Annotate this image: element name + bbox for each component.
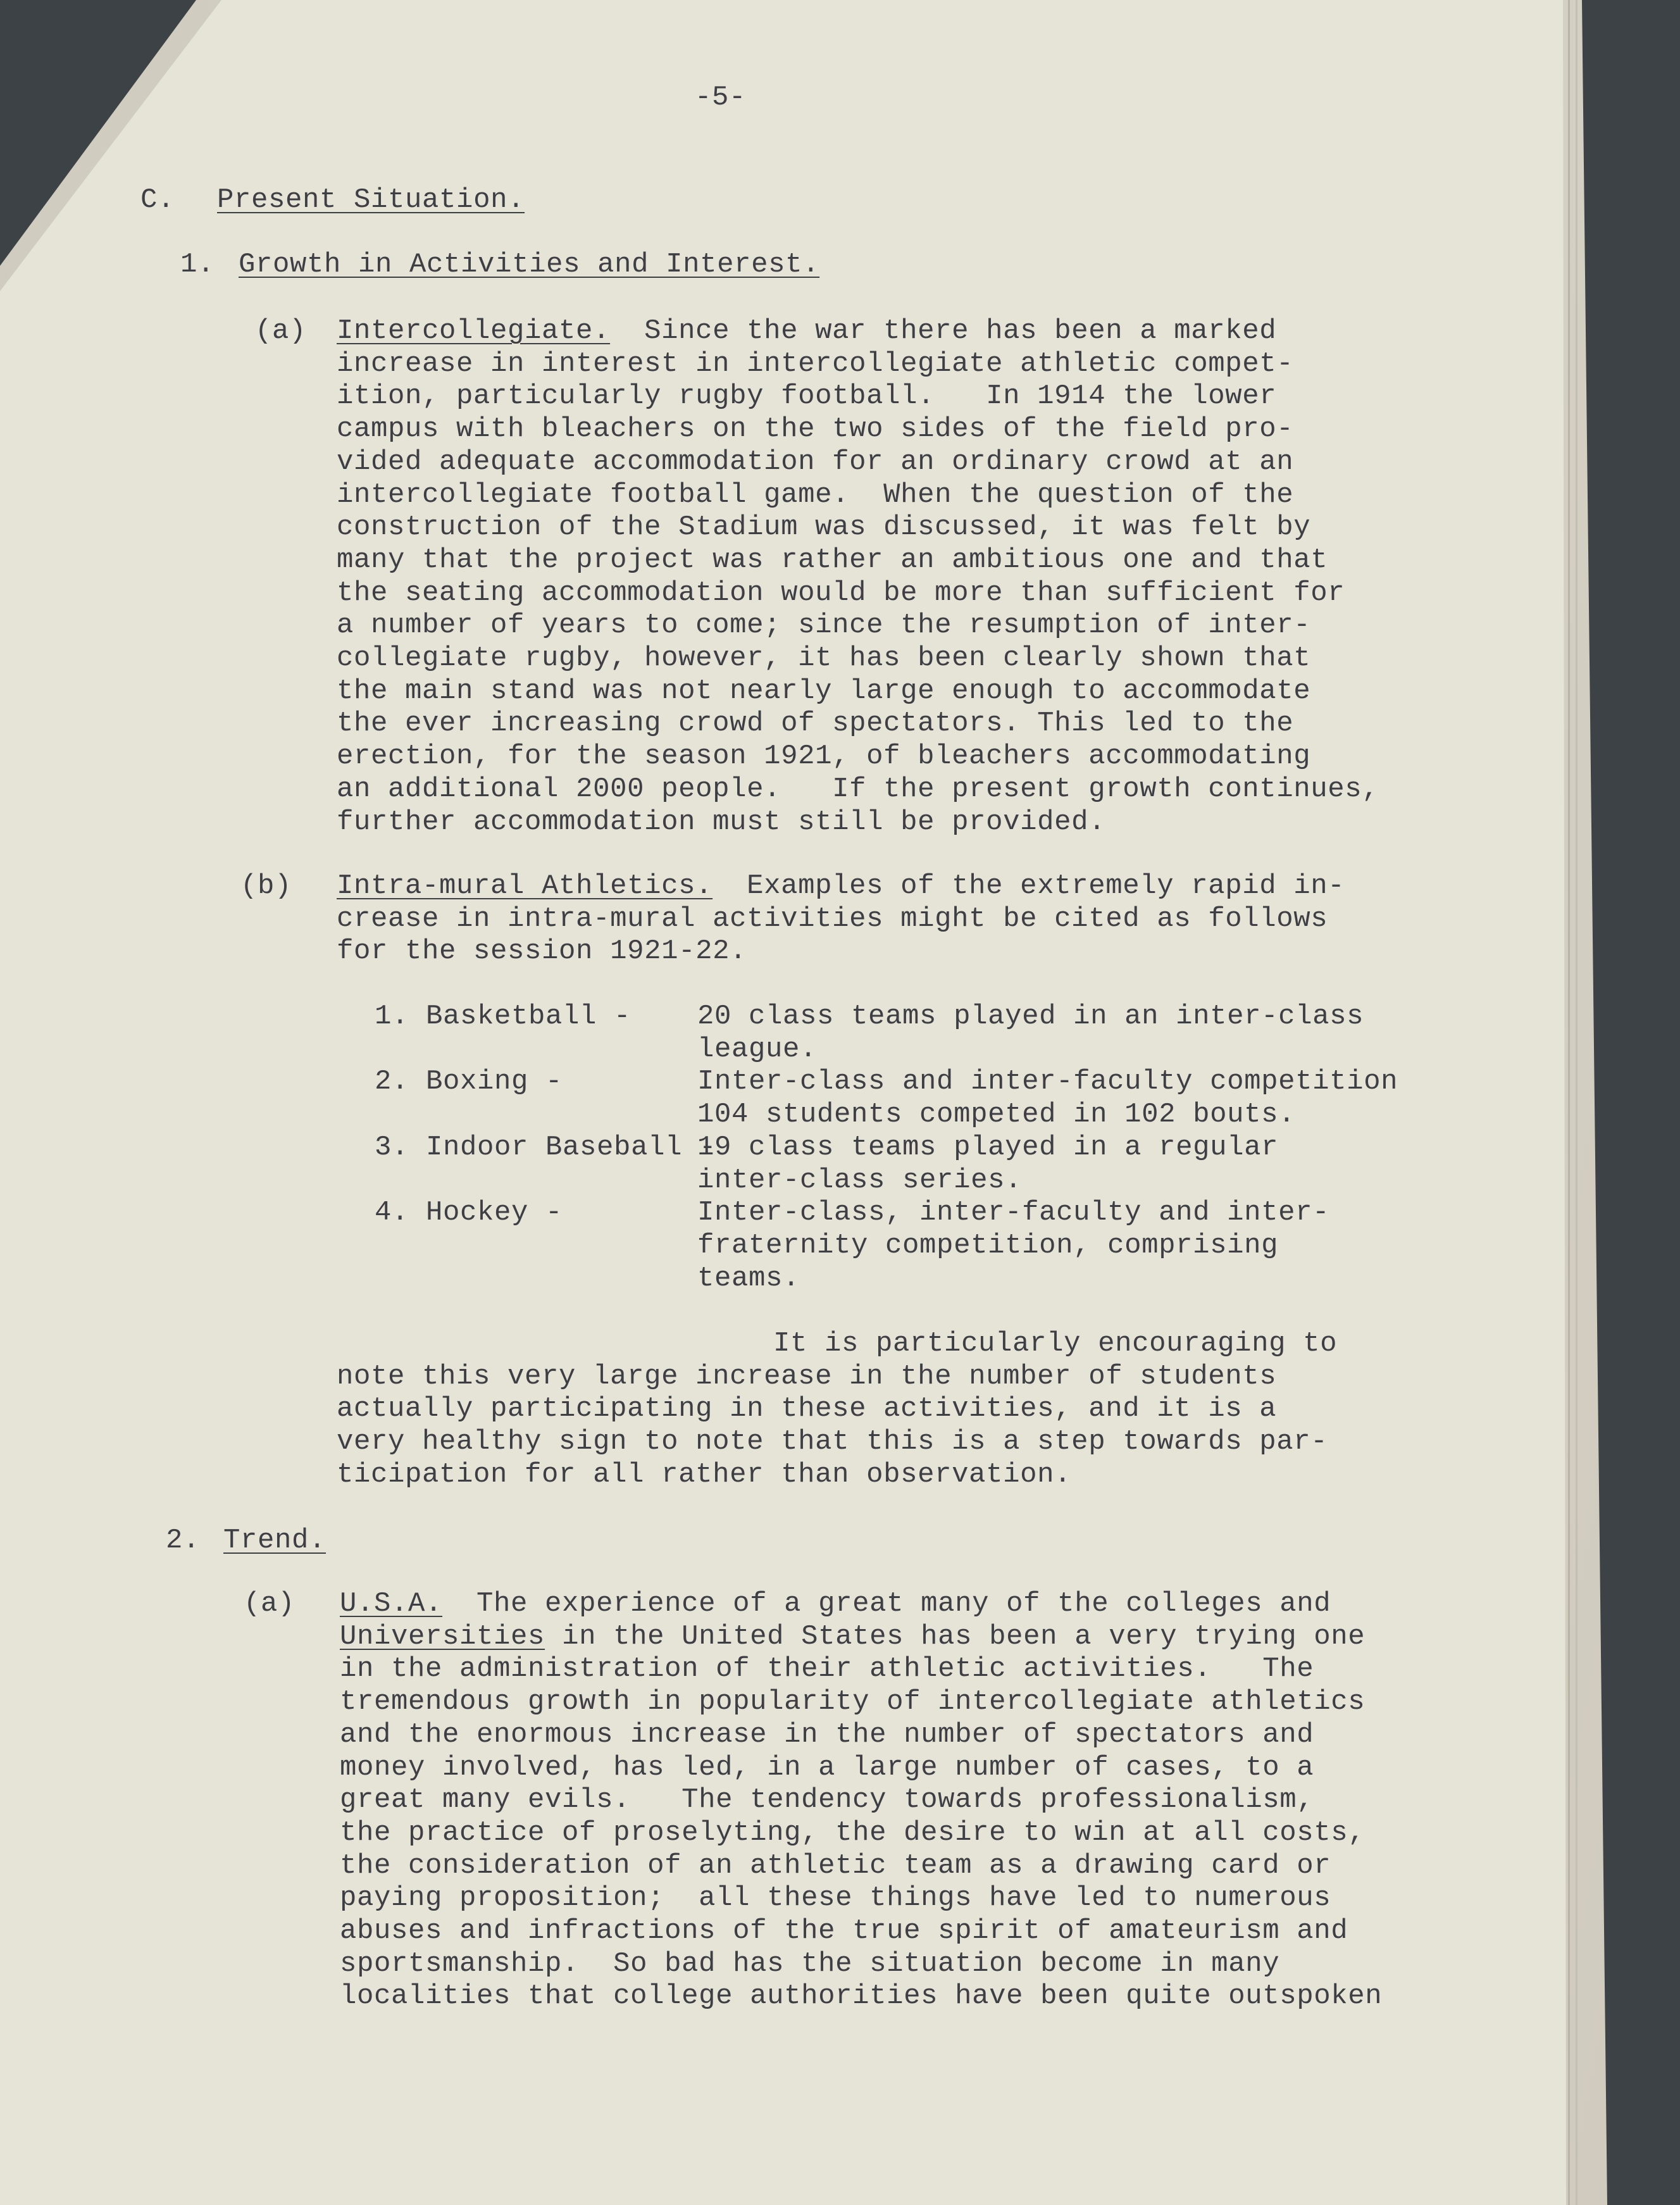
line-text: paying proposition; all these things have led to numerous: [340, 1882, 1331, 1915]
list-item-text: inter-class series.: [697, 1164, 1023, 1196]
text-line: [337, 413, 1293, 446]
list-item-text: league.: [697, 1033, 818, 1065]
underlined-heading: Intra-mural Athletics.: [337, 870, 713, 902]
text-line: [340, 1816, 1365, 1849]
text-line: [340, 1620, 1365, 1653]
item-number: 1.: [180, 249, 215, 280]
text-line: [340, 1947, 1279, 1980]
item-number: 2.: [166, 1525, 201, 1556]
text-line: [337, 870, 1345, 903]
subsection-marker: (b): [240, 870, 292, 902]
line-text: tremendous growth in popularity of intercollegiate athletics: [340, 1686, 1366, 1718]
line-text: in the administration of their athletic activities. The: [340, 1653, 1314, 1685]
list-item-text: Inter-class, inter-faculty and inter-: [697, 1197, 1330, 1229]
line-text: an additional 2000 people. If the present growth continues,: [337, 773, 1379, 805]
text-line: [340, 1882, 1331, 1915]
underlined-heading: U.S.A.: [340, 1588, 443, 1620]
text-line: very healthy sign to note that this is a step towards par-: [337, 1426, 1328, 1458]
text-line: [340, 1751, 1314, 1784]
text-line: [340, 1915, 1348, 1947]
line-text: abuses and infractions of the true spirit of amateurism and: [340, 1915, 1348, 1947]
list-item-text: Inter-class and inter-faculty competition: [697, 1066, 1398, 1098]
text-line: [337, 609, 1310, 642]
text-line: [337, 347, 1293, 380]
page-edge: [1568, 0, 1570, 2205]
text-line: [337, 642, 1310, 675]
text-line: [337, 380, 1276, 413]
page-number: -5-: [695, 82, 747, 113]
line-text: collegiate rugby, however, it has been clearly shown that: [337, 642, 1311, 674]
text-line: [337, 740, 1310, 773]
text-line: [340, 1849, 1331, 1882]
subsection-marker: (a): [255, 315, 307, 347]
line-text: great many evils. The tendency towards professionalism,: [340, 1784, 1314, 1816]
text-line: It is particularly encouraging to: [773, 1328, 1338, 1359]
text-line: [340, 1685, 1365, 1718]
text-line: [337, 478, 1293, 511]
text-line: [337, 315, 1276, 347]
line-text: the main stand was not nearly large enough to accommodate: [337, 675, 1311, 707]
list-item-text: teams.: [697, 1262, 800, 1294]
list-item-label: 3. Indoor Baseball -: [375, 1131, 717, 1163]
line-text: ition, particularly rugby football. In 1914 the lower: [337, 380, 1277, 413]
line-text: further accommodation must still be provided.: [337, 806, 1106, 838]
line-text: localities that college authorities have been quite outspoken: [340, 1980, 1383, 2013]
underlined-heading: Intercollegiate.: [337, 315, 611, 347]
list-item-label: 1. Basketball -: [375, 1001, 632, 1032]
section-letter: C.: [140, 184, 175, 216]
text-line: [337, 903, 1328, 935]
text-line: [340, 1652, 1314, 1685]
section-title: Present Situation.: [217, 184, 525, 216]
subsection-marker: (a): [244, 1588, 296, 1620]
text-line: [337, 773, 1379, 806]
list-item-text: 20 class teams played in an inter-class: [697, 1001, 1364, 1032]
line-text: erection, for the season 1921, of bleachers accommodating: [337, 740, 1311, 773]
list-item-text: fraternity competition, comprising: [697, 1229, 1279, 1261]
text-line: [337, 446, 1293, 478]
page-edge: [1576, 0, 1577, 2205]
line-text: money involved, has led, in a large number of cases, to a: [340, 1751, 1314, 1783]
line-text: increase in interest in intercollegiate athletic compet-: [337, 347, 1294, 380]
text-line: [337, 544, 1328, 577]
line-text: the seating accommodation would be more than sufficient for: [337, 577, 1345, 609]
line-text: the ever increasing crowd of spectators. This led to the: [337, 708, 1294, 740]
line-text: The experience of a great many of the colleges and: [442, 1588, 1331, 1620]
line-text: the practice of proselyting, the desire to win at all costs,: [340, 1816, 1366, 1849]
text-line: [337, 577, 1345, 609]
line-text: campus with bleachers on the two sides of the field pro-: [337, 413, 1294, 446]
text-line: actually participating in these activities, and it is a: [337, 1393, 1277, 1425]
line-text: a number of years to come; since the resumption of inter-: [337, 609, 1311, 642]
text-line: [337, 935, 747, 968]
line-text: Examples of the extremely rapid in-: [712, 870, 1345, 902]
text-line: [337, 806, 1105, 839]
line-text: sportsmanship. So bad has the situation become in many: [340, 1947, 1280, 1980]
line-text: vided adequate accommodation for an ordinary crowd at an: [337, 446, 1294, 478]
text-line: [337, 675, 1310, 708]
text-line: [340, 1783, 1314, 1816]
list-item-text: 19 class teams played in a regular: [697, 1131, 1279, 1163]
line-text: Since the war there has been a marked: [610, 315, 1277, 347]
line-text: in the United States has been a very trying one: [545, 1620, 1366, 1652]
text-line: [337, 707, 1293, 740]
text-line: note this very large increase in the number of students: [337, 1360, 1277, 1392]
line-text: crease in intra-mural activities might be cited as follows: [337, 903, 1328, 935]
item-title: Growth in Activities and Interest.: [239, 249, 820, 280]
list-item-text: 104 students competed in 102 bouts.: [697, 1099, 1296, 1131]
line-text: for the session 1921-22.: [337, 935, 747, 968]
line-text: construction of the Stadium was discussed, it was felt by: [337, 511, 1311, 544]
line-text: and the enormous increase in the number of spectators and: [340, 1718, 1314, 1751]
item-title: Trend.: [223, 1525, 327, 1556]
line-text: many that the project was rather an ambitious one and that: [337, 544, 1328, 576]
text-line: [337, 511, 1310, 544]
line-text: intercollegiate football game. When the question of the: [337, 478, 1294, 511]
list-item-label: 2. Boxing -: [375, 1066, 563, 1098]
text-line: [340, 1980, 1382, 2013]
list-item-label: 4. Hockey -: [375, 1197, 563, 1229]
text-line: ticipation for all rather than observation.: [337, 1458, 1072, 1490]
text-line: [340, 1587, 1331, 1620]
line-text: the consideration of an athletic team as a drawing card or: [340, 1849, 1331, 1882]
underlined-heading: Universities: [340, 1620, 545, 1652]
text-line: [340, 1718, 1314, 1751]
